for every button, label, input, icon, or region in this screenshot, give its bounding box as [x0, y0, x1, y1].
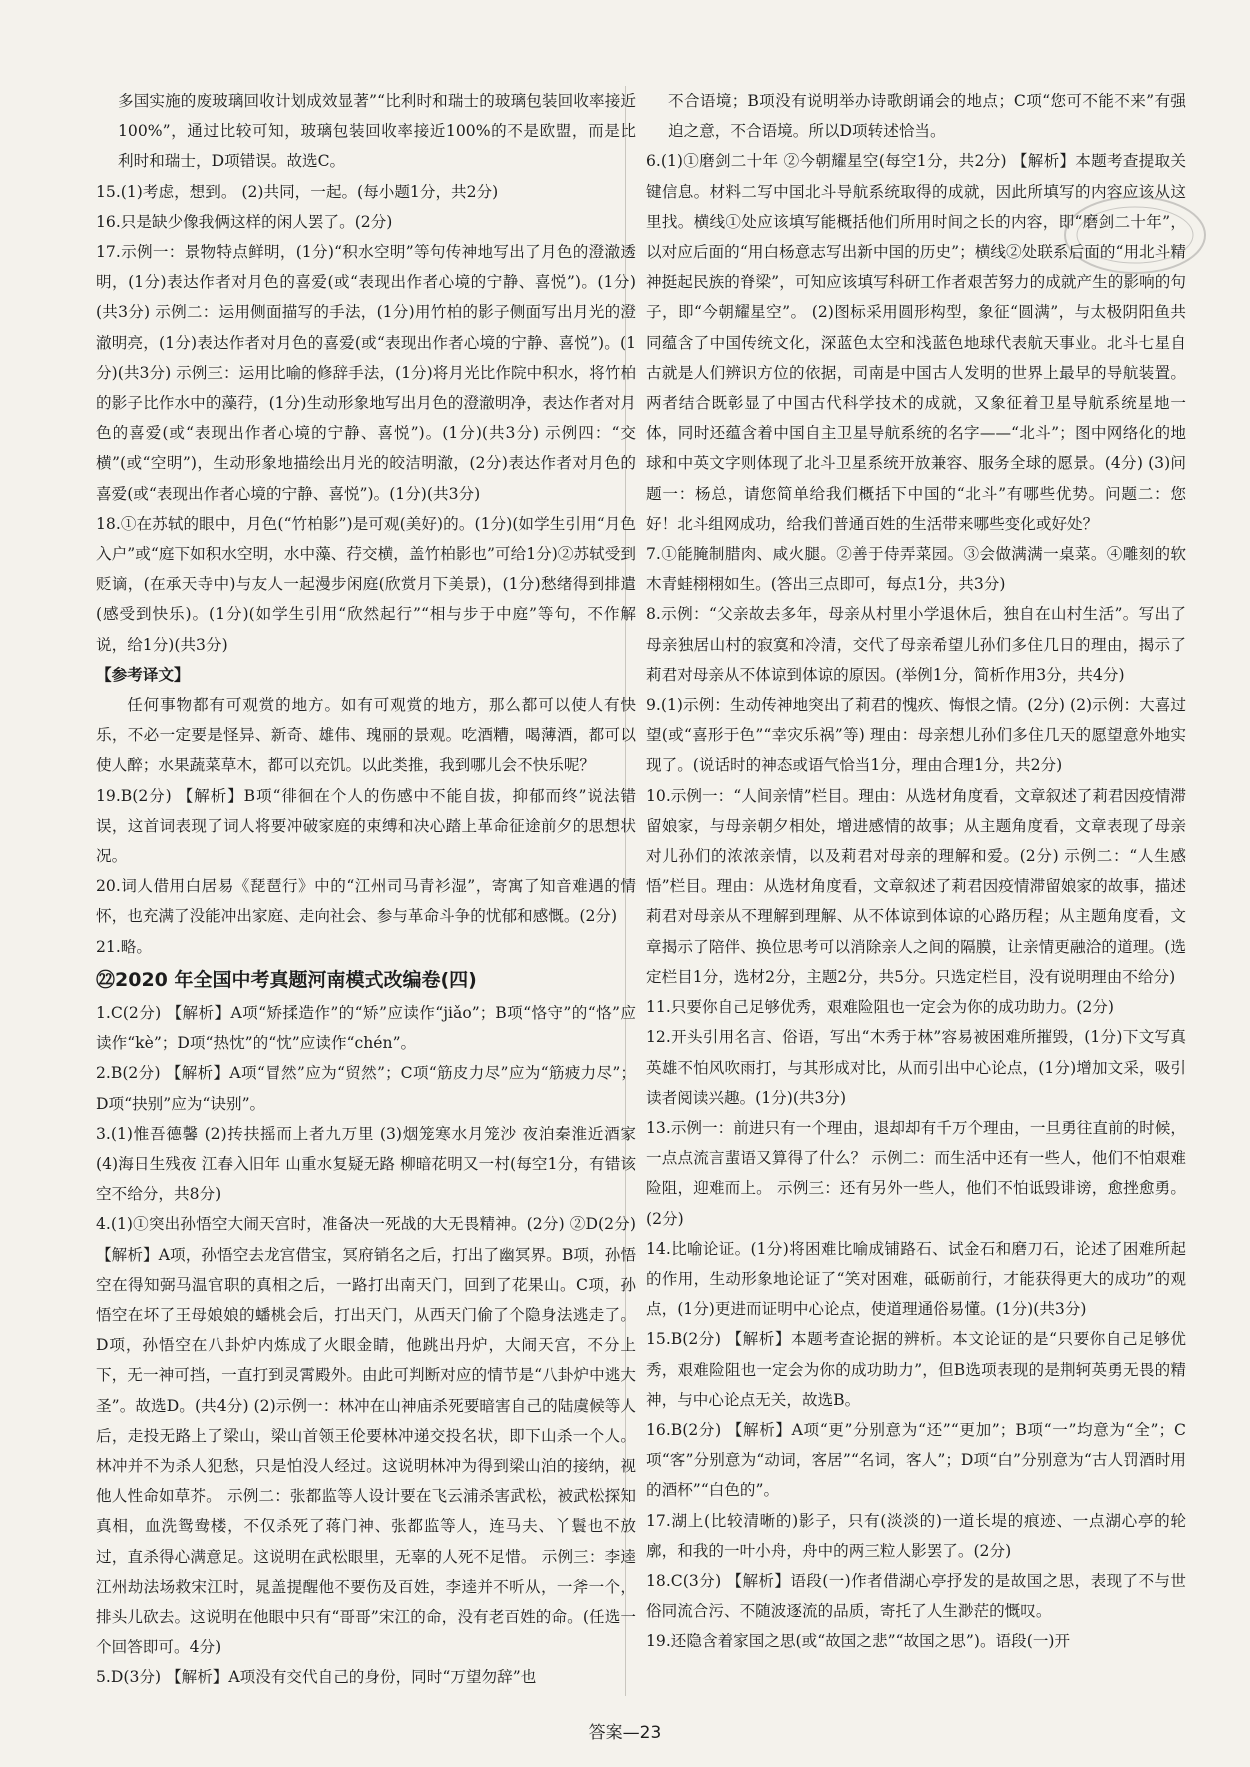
- answer-7: 7.①能腌制腊肉、咸火腿。②善于侍弄菜园。③会做满满一桌菜。④雕刻的软木青蛙栩栩如生。(答出三点即可，每点1分，共3分): [646, 545, 1186, 594]
- page-number: 答案—23: [588, 1723, 662, 1743]
- answer-6: 6.(1)①磨剑二十年 ②今朝耀星空(每空1分，共2分) 【解析】本题考查提取关键信息。材料二写中国北斗导航系统取得的成就，因此所填写的内容应该从这里找。横线①处应该填写能概括他们所用时间之长的内容，即“磨剑二十年”，以对应后面的“用白杨意志写出新中国的历史”；横线②处联系后面的“用北斗精神挺起民族的脊梁”，可知应该填写科研工作者艰苦努力的成就产生的影响的句子，即“今朝耀星空”。 (2)图标采用圆形构型，象征“圆满”，与太极阴阳鱼共同蕴含了中国传统文化，深蓝色太空和浅蓝色地球代表航天事业。北斗七星自古就是人们辨识方位的依据，司南是中国古人发明的世界上最早的导航装置。两者结合既彰显了中国古代科学技术的成就，又象征着卫星导航系统星地一体，同时还蕴含着中国自主卫星导航系统的名字——“北斗”；图中网络化的地球和中英文字则体现了北斗卫星系统开放兼容、服务全球的愿景。(4分) (3)问题一：杨总，请您简单给我们概括下中国的“北斗”有哪些优势。问题二：您好！北斗组网成功，给我们普通百姓的生活带来哪些变化或好处？: [646, 152, 1186, 533]
- answer-15: 15.B(2分) 【解析】本题考查论据的辨析。本文论证的是“只要你自己足够优秀，艰难险阻也一定会为你的成功助力”，但B选项表现的是荆轲英勇无畏的精神，与中心论点无关，故选B。: [646, 1330, 1186, 1409]
- answer-19: 19.还隐含着家国之思(或“故国之悲”“故国之思”)。语段(一)开: [646, 1632, 1071, 1651]
- answer-16: 16.只是缺少像我俩这样的闲人罢了。(2分): [96, 212, 393, 231]
- answer-8: 8.示例：“父亲故去多年，母亲从村里小学退休后，独自在山村生活”。写出了母亲独居山村的寂寞和冷清，交代了母亲希望儿孙们多住几日的理由，揭示了莉君对母亲从不体谅到体谅的原因。(举例1分，简析作用3分，共4分): [646, 605, 1186, 684]
- reference-translation-header: 【参考译文】: [96, 665, 190, 684]
- left-column: [96, 86, 636, 1693]
- answer-s4-3: 3.(1)惟吾德馨 (2)抟扶摇而上者九万里 (3)烟笼寒水月笼沙 夜泊秦淮近酒家 (4)海日生残夜 江春入旧年 山重水复疑无路 柳暗花明又一村(每空1分，有错该空不给分，共8分): [96, 1124, 636, 1204]
- answer-13: 13.示例一：前进只有一个理由，退却却有千万个理由，一旦勇往直前的时候，一点点流言蜚语又算得了什么？ 示例二：而生活中还有一些人，他们不怕艰难险阻，迎难而上。 示例三：还有另外一些人，他们不怕诋毁诽谤，愈挫愈勇。(2分): [646, 1118, 1186, 1228]
- answer-20: 20.词人借用白居易《琵琶行》中的“江州司马青衫湿”，寄寓了知音难遇的情怀，也充满了没能冲出家庭、走向社会、参与革命斗争的忧郁和感慨。(2分): [96, 877, 636, 926]
- answer-14: 14.比喻论证。(1分)将困难比喻成铺路石、试金石和磨刀石，论述了困难所起的作用，生动形象地论证了“笑对困难，砥砺前行，才能获得更大的成功”的观点，(1分)更进而证明中心论点，使道理通俗易懂。(1分)(共3分): [646, 1239, 1186, 1319]
- answer-18: 18.①在苏轼的眼中，月色(“竹柏影”)是可观(美好)的。(1分)(如学生引用“月色入户”或“庭下如积水空明，水中藻、荇交横，盖竹柏影也”可给1分)②苏轼受到贬谪，(在承天寺中)与友人一起漫步闲庭(欣赏月下美景)，(1分)愁绪得到排遣(感受到快乐)。(1分)(如学生引用“欣然起行”“相与步于中庭”等句，不作解说，给1分)(共3分): [96, 514, 636, 654]
- answer-9: 9.(1)示例：生动传神地突出了莉君的愧疚、悔恨之情。(2分) (2)示例：大喜过望(或“喜形于色”“幸灾乐祸”等) 理由：母亲想儿孙们多住几天的愿望意外地实现了。(说话时的神态或语气恰当1分，理由合理1分，共2分): [646, 696, 1186, 775]
- section-title: ㉒2020 年全国中考真题河南模式改编卷(四): [96, 968, 477, 991]
- answer-19: 19.B(2分) 【解析】B项“徘徊在个人的伤感中不能自拔，抑郁而终”说法错误，这首词表现了词人将要冲破家庭的束缚和决心踏上革命征途前夕的思想状况。: [96, 786, 636, 866]
- answer-s4-5: 5.D(3分) 【解析】A项没有交代自己的身份，同时“万望勿辞”也: [96, 1668, 537, 1687]
- answer-15: 15.(1)考虑，想到。 (2)共同，一起。(每小题1分，共2分): [96, 182, 499, 201]
- answer-17: 17.示例一：景物特点鲜明，(1分)“积水空明”等句传神地写出了月色的澄澈透明，(1分)表达作者对月色的喜爱(或“表现出作者心境的宁静、喜悦”)。(1分)(共3分) 示例二：运用侧面描写的手法，(1分)用竹柏的影子侧面写出月光的澄澈明亮，(1分)表达作者对月色的喜爱(或“表现出作者心境的宁静、喜悦”)。(1分)(共3分) 示例三：运用比喻的修辞手法，(1分)将月光比作院中积水，将竹柏的影子比作水中的藻荇，(1分)生动形象地写出月色的澄澈明净，表达作者对月色的喜爱(或“表现出作者心境的宁静、喜悦”)。(1分)(共3分) 示例四：“交横”(或“空明”)，生动形象地描绘出月光的皎洁明澈，(2分)表达作者对月色的喜爱(或“表现出作者心境的宁静、喜悦”)。(1分)(共3分): [96, 243, 636, 503]
- reference-translation-text: 任何事物都有可观赏的地方。如有可观赏的地方，那么都可以使人有快乐，不必一定要是怪异、新奇、雄伟、瑰丽的景观。吃酒糟，喝薄酒，都可以使人醉；水果蔬菜草木，都可以充饥。以此类推，我到哪儿会不快乐呢？: [96, 696, 636, 775]
- answer-11: 11.只要你自己足够优秀，艰难险阻也一定会为你的成功助力。(2分): [646, 998, 1114, 1017]
- answer-12: 12.开头引用名言、俗语，写出“木秀于林”容易被困难所摧毁，(1分)下文写真英雄不怕风吹雨打，与其形成对比，从而引出中心论点，(1分)增加文采，吸引读者阅读兴趣。(1分)(共3分): [646, 1028, 1186, 1107]
- answer-5-continued: 不合语境；B项没有说明举办诗歌朗诵会的地点；C项“您可不能不来”有强迫之意，不合语境。所以D项转述恰当。: [668, 92, 1186, 141]
- answer-18: 18.C(3分) 【解析】语段(一)作者借湖心亭抒发的是故国之思，表现了不与世俗同流合污、不随波逐流的品质，寄托了人生渺茫的慨叹。: [646, 1571, 1186, 1621]
- answer-10: 10.示例一：“人间亲情”栏目。理由：从选材角度看，文章叙述了莉君因疫情滞留娘家，与母亲朝夕相处，增进感情的故事；从主题角度看，文章表现了母亲对儿孙们的浓浓亲情，以及莉君对母亲的理解和爱。(2分) 示例二：“人生感悟”栏目。理由：从选材角度看，文章叙述了莉君因疫情滞留娘家的故事，描述莉君对母亲从不理解到理解、从不体谅到体谅的心路历程；从主题角度看，文章揭示了陪伴、换位思考可以消除亲人之间的隔膜，让亲情更融洽的道理。(选定栏目1分，选材2分，主题2分，共5分。只选定栏目，没有说明理由不给分): [646, 786, 1186, 986]
- answer-s4-1: 1.C(2分) 【解析】A项“矫揉造作”的“矫”应读作“jiǎo”；B项“恪守”的“恪”应读作“kè”；D项“热忱”的“忱”应读作“chén”。: [96, 1003, 636, 1053]
- answer-s4-2: 2.B(2分) 【解析】A项“冒然”应为“贸然”；C项“筋皮力尽”应为“筋疲力尽”；D项“抉别”应为“诀别”。: [96, 1064, 636, 1113]
- answer-16: 16.B(2分) 【解析】A项“更”分别意为“还”“更加”；B项“一”均意为“全”；C项“客”分别意为“动词，客居”“名词，客人”；D项“白”分别意为“古人罚酒时用的酒杯”“白色的”。: [646, 1420, 1186, 1500]
- right-column: [646, 86, 1186, 1657]
- answer-21: 21.略。: [96, 937, 152, 956]
- answer-s4-4: 4.(1)①突出孙悟空大闹天宫时，准备决一死战的大无畏精神。(2分) ②D(2分) 【解析】A项，孙悟空去龙宫借宝，冥府销名之后，打出了幽冥界。B项，孙悟空在得知弼马温官职的真相之后，一路打出南天门，回到了花果山。C项，孙悟空在坏了王母娘娘的蟠桃会后，打出天门，从西天门偷了个隐身法逃走了。D项，孙悟空在八卦炉内炼成了火眼金睛，他跳出丹炉，大闹天宫，不分上下，无一神可挡，一直打到灵霄殿外。由此可判断对应的情节是“八卦炉中逃大圣”。故选D。(共4分) (2)示例一：林冲在山神庙杀死要暗害自己的陆虞候等人后，走投无路上了梁山，梁山首领王伦要林冲递交投名状，即下山杀一个人。林冲并不为杀人犯愁，只是怕没人经过。这说明林冲为得到梁山泊的接纳，视他人性命如草芥。 示例二：张都监等人设计要在飞云浦杀害武松，被武松探知真相，血洗鸳鸯楼，不仅杀死了蒋门神、张都监等人，连马夫、丫鬟也不放过，直杀得心满意足。这说明在武松眼里，无辜的人死不足惜。 示例三：李逵江州劫法场救宋江时，晁盖提醒他不要伤及百姓，李逵并不听从，一斧一个，排头儿砍去。这说明在他眼中只有“哥哥”宋江的命，没有老百姓的命。(任选一个回答即可。4分): [96, 1215, 636, 1657]
- answer-14-continued: 多国实施的废玻璃回收计划成效显著”“比利时和瑞士的玻璃包装回收率接近100%”，通过比较可知，玻璃包装回收率接近100%的不是欧盟，而是比利时和瑞士，D项错误。故选C。: [118, 92, 636, 171]
- answer-17: 17.湖上(比较清晰的)影子，只有(淡淡的)一道长堤的痕迹、一点湖心亭的轮廓，和我的一叶小舟，舟中的两三粒人影罢了。(2分): [646, 1511, 1186, 1560]
